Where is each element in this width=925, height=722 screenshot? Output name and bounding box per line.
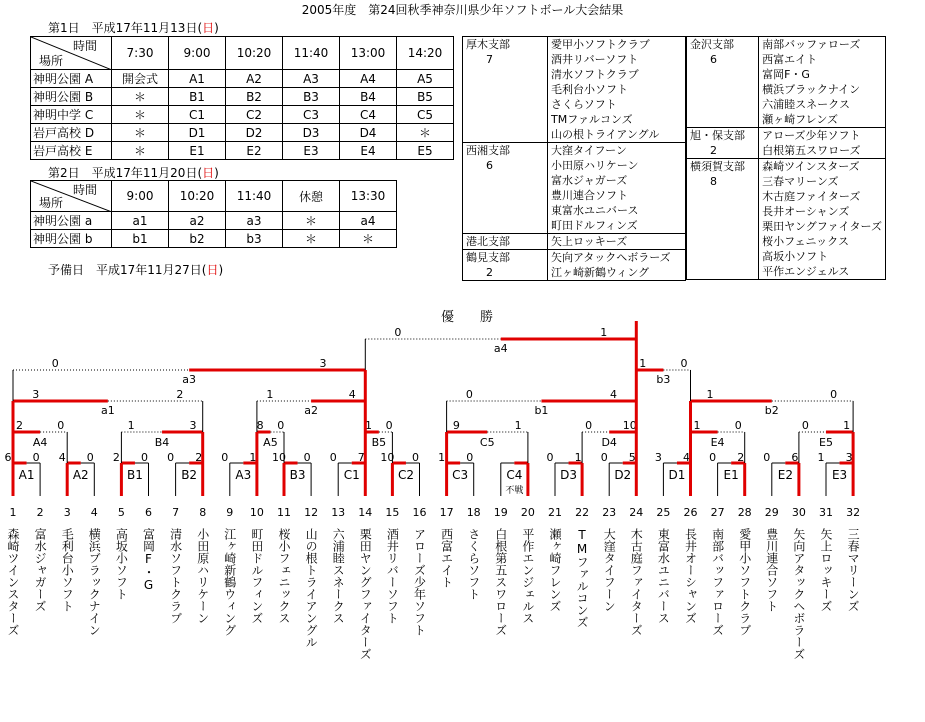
r32-score-left: 0 [221,451,229,464]
team-number: 20 [520,506,535,519]
r32-match-label: E2 [777,468,793,482]
team-number: 27 [710,506,725,519]
day2-date: 第2日 平成17年11月20日( [48,166,203,180]
r16-match-label: B4 [154,436,170,449]
day2-time-3: 休憩 [283,181,340,212]
day2-cell: a2 [169,212,226,230]
day1-cell: B1 [169,88,226,106]
branch-team: 木古庭ファイターズ [762,190,861,203]
day1-cell: E4 [340,142,397,160]
branch-team: 愛甲小ソフトクラブ [551,38,650,51]
team-number: 18 [466,506,481,519]
day1-venue: 神明公園 B [31,88,112,106]
quarters-match-label: a1 [100,404,115,417]
r16-score-left: 8 [256,419,264,432]
team-name: 長井オーシャンズ [683,528,698,624]
branch-team: 毛利台小ソフト [551,83,628,96]
team-name: 町田ドルフィンズ [249,528,264,624]
r16-score-left: 1 [693,419,701,432]
reserve-weekday: 日 [206,263,219,277]
day1-cell: B5 [397,88,454,106]
r16-score-right: 0 [734,419,742,432]
branch-team: 栗田ヤングファイターズ [762,220,882,233]
day1-cell: D1 [169,124,226,142]
branch-team: 南部バッファローズ [762,38,861,51]
team-name: 大窪タイフーン [602,528,617,612]
r16-score-left: 0 [801,419,809,432]
branch-count: 2 [486,266,493,279]
branch-count: 8 [710,175,717,188]
day1-cell: ＊ [112,142,169,160]
page-title: 2005年度 第24回秋季神奈川県少年ソフトボール大会結果 [301,3,624,17]
branch-team: 富水ジャガーズ [551,174,628,187]
walkover-note: 不戦 [505,486,524,496]
r32-match-label: C2 [397,468,414,482]
branch-team: 白根第五スワローズ [762,144,861,157]
team-number: 8 [199,506,207,519]
r32-match-label: D3 [560,468,577,482]
day2-time-1: 10:20 [169,181,226,212]
team-number: 1 [9,506,17,519]
r16-match-label: C5 [479,436,495,449]
branch-team: 森崎ツインスターズ [762,160,860,173]
day2-cell: ＊ [283,212,340,230]
branch-count: 6 [710,53,717,66]
r16-score-left: 2 [16,419,24,432]
r32-match-label: B2 [181,468,198,482]
team-name: 毛利台小ソフト [60,528,75,612]
day2-cell: b2 [169,230,226,248]
team-number: 29 [764,506,779,519]
r32-score-left: 1 [817,451,825,464]
day1-cell: C2 [226,106,283,124]
r32-match-label: C4 [506,468,523,482]
r32-score-right: 2 [737,451,745,464]
day2-cell: a4 [340,212,397,230]
quarters-score-right: 2 [176,388,184,401]
r32-score-left: 0 [167,451,175,464]
team-number: 12 [304,506,319,519]
r32-score-right: 0 [141,451,148,464]
day1-cell: A4 [340,70,397,88]
branch-team: 矢上ロッキーズ [551,235,628,248]
day1-cell: A5 [397,70,454,88]
branch-name: 鶴見支部 [466,251,510,264]
team-name: 桜小フェニックス [277,528,291,624]
team-name: 横浜ブラックナイン [87,528,102,636]
r16-score-right: 0 [277,419,285,432]
branch-team: 高坂小ソフト [762,250,829,263]
day1-weekday: 日 [202,21,215,35]
r32-score-left: 0 [329,451,337,464]
day1-cell: E3 [283,142,340,160]
team-number: 26 [683,506,698,519]
day1-cell: B4 [340,88,397,106]
team-number: 30 [791,506,806,519]
r32-score-left: 0 [600,451,608,464]
team-number: 24 [629,506,644,519]
r32-score-left: 4 [58,451,66,464]
r32-score-right: 3 [845,451,853,464]
day1-venue: 岩戸高校 E [31,142,112,160]
branch-count: 6 [486,159,493,172]
r16-match-label: D4 [601,436,617,449]
day1-venue: 岩戸高校 D [31,124,112,142]
day1-time-3: 11:40 [283,37,340,70]
branch-team: 横浜ブラックナイン [762,83,861,96]
semis-score-right: 3 [319,357,327,370]
day1-cell: ＊ [397,124,454,142]
team-number: 28 [737,506,752,519]
r32-score-right: 0 [86,451,94,464]
r32-match-label: B1 [127,468,143,482]
branch-team: 大窪タイフーン [551,144,627,157]
day2-cell: ＊ [283,230,340,248]
r32-score-left: 0 [546,451,554,464]
r16-score-right: 3 [189,419,197,432]
r32-match-label: A2 [72,468,89,482]
r32-match-label: E1 [723,468,739,482]
branch-team: 酒井リバーソフト [551,53,639,66]
team-number: 2 [36,506,44,519]
team-number: 7 [172,506,180,519]
branch-team: 桜小フェニックス [762,235,849,248]
r16-match-label: E4 [710,436,725,449]
r16-score-left: 0 [585,419,593,432]
day1-time-4: 13:00 [340,37,397,70]
branch-team: 江ヶ崎新鶴ウィング [551,266,650,279]
day1-time-1: 9:00 [169,37,226,70]
day1-header-place: 場所 [39,54,64,68]
branch-team: 豊川連合ソフト [551,189,628,202]
team-name: 山の根トライアングル [304,528,319,648]
day1-cell: C3 [283,106,340,124]
r16-match-label: A4 [32,436,48,449]
r32-score-right: 0 [32,451,40,464]
day1-time-5: 14:20 [397,37,454,70]
branch-team: 町田ドルフィンズ [551,219,638,232]
quarters-score-left: 0 [465,388,473,401]
day2-time-0: 9:00 [112,181,169,212]
day2-header-place: 場所 [39,196,64,210]
r32-score-left: 10 [380,451,395,464]
quarters-score-left: 1 [706,388,714,401]
branch-team: 六浦睦スネークス [762,98,850,111]
r32-score-left: 3 [654,451,662,464]
team-name: 酒井リバーソフト [385,528,400,624]
branch-team: 三春マリーンズ [762,175,839,188]
branch-name: 横須賀支部 [690,160,745,173]
r32-score-right: 4 [683,451,690,464]
day1-cell: A2 [226,70,283,88]
day2-time-4: 13:30 [340,181,397,212]
day1-cell: 開会式 [112,70,169,88]
branch-team: 東富水ユニバース [551,204,639,217]
team-name: 平作エンジェルス [520,528,535,624]
r16-match-label: E5 [819,436,833,449]
day2-paren: ) [214,166,219,180]
r32-score-right: 0 [412,451,419,464]
team-number: 31 [819,506,833,519]
day2-cell: b3 [226,230,283,248]
day1-venue: 神明公園 A [31,70,112,88]
r32-score-right: 2 [195,451,203,464]
branch-name: 港北支部 [466,235,510,248]
team-number: 22 [575,506,590,519]
quarters-score-right: 4 [348,388,356,401]
r32-score-left: 2 [112,451,120,464]
r16-match-label: B5 [371,436,387,449]
quarters-score-left: 1 [266,388,274,401]
team-number: 15 [385,506,400,519]
day1-date: 第1日 平成17年11月13日( [48,21,203,35]
team-name: 瀬ヶ崎フレンズ [548,528,562,612]
r32-score-left: 10 [272,451,286,464]
quarters-match-label: a2 [304,404,318,417]
r32-score-right: 6 [791,451,799,464]
day1-cell: ＊ [112,124,169,142]
team-number: 11 [277,506,291,519]
team-name: 西富エイト [439,528,454,588]
final-match-label: a4 [493,342,508,355]
branch-team: 清水ソフトクラブ [551,68,639,81]
branch-team: 矢向アタックヘボラーズ [551,251,671,264]
quarters-score-right: 4 [610,388,618,401]
team-name: 富岡F・G [141,528,156,592]
day2-weekday: 日 [202,166,215,180]
team-number: 25 [656,506,671,519]
team-name: 白根第五スワローズ [493,528,508,636]
r32-score-left: 0 [709,451,717,464]
team-number: 21 [548,506,562,519]
r16-score-right: 1 [843,419,851,432]
quarters-match-label: b2 [764,404,779,417]
r32-score-right: 7 [357,451,365,464]
r16-match-label: A5 [263,436,278,449]
r16-score-left: 9 [452,419,460,432]
r32-match-label: D1 [668,468,686,482]
team-name: 江ヶ崎新鶴ウィング [222,528,237,636]
day1-time-0: 7:30 [112,37,169,70]
branch-count: 7 [486,53,493,66]
reserve-paren: ) [218,263,224,277]
team-name: 六浦睦スネークス [331,528,346,624]
r32-score-right: 1 [249,451,257,464]
day1-cell: A3 [283,70,340,88]
day1-cell: B3 [283,88,340,106]
team-name: 清水ソフトクラブ [168,528,183,624]
day1-cell: D2 [226,124,283,142]
r32-score-right: 1 [574,451,582,464]
day1-cell: E1 [169,142,226,160]
day1-paren: ) [214,21,219,35]
r32-score-right: 0 [303,451,311,464]
r16-score-right: 0 [57,419,65,432]
day1-cell: ＊ [112,88,169,106]
team-number: 6 [145,506,152,519]
day1-cell: B2 [226,88,283,106]
team-number: 23 [602,506,617,519]
team-number: 10 [249,506,264,519]
day1-cell: ＊ [112,106,169,124]
branch-name: 西湘支部 [466,144,510,157]
final-score-right: 1 [600,326,608,339]
team-number: 16 [412,506,427,519]
r32-match-label: A1 [18,468,35,482]
day1-cell: E5 [397,142,454,160]
team-name: さくらソフト [466,528,481,600]
quarters-match-label: b1 [534,404,549,417]
team-name: 矢向アタックヘボラーズ [791,528,806,660]
team-name: TMファルコンズ [575,528,590,628]
semis-score-left: 1 [639,357,647,370]
r32-match-label: A3 [235,468,252,482]
r32-match-label: C3 [452,468,469,482]
team-number: 3 [63,506,71,519]
branch-team: 瀬ヶ崎フレンズ [762,113,839,126]
team-name: 南部バッファローズ [710,528,725,636]
branch-name: 金沢支部 [690,38,734,51]
day1-cell: A1 [169,70,226,88]
team-number: 19 [493,506,508,519]
team-name: 富水ジャガーズ [33,528,48,612]
semis-match-label: b3 [656,373,671,386]
r32-score-left: 0 [763,451,771,464]
semis-match-label: a3 [182,373,197,386]
day2-venue: 神明公園 b [31,230,112,248]
r32-score-left: 1 [438,451,446,464]
day1-cell: D3 [283,124,340,142]
r16-score-right: 0 [385,419,393,432]
r16-score-left: 1 [127,419,135,432]
day2-cell: a1 [112,212,169,230]
day1-cell: C1 [169,106,226,124]
branch-team: 山の根トライアングル [551,128,660,141]
r32-match-label: C1 [343,468,360,482]
branch-name: 旭・保支部 [690,129,745,142]
branch-team: TMファルコンズ [551,113,633,126]
team-number: 5 [117,506,125,519]
branch-count: 2 [710,144,717,157]
branch-team: 西富エイト [762,53,818,66]
team-number: 4 [90,506,98,519]
team-name: 愛甲小ソフトクラブ [737,528,752,636]
champion-label: 優 勝 [440,310,494,325]
quarters-score-right: 0 [830,388,838,401]
day2-cell: b1 [112,230,169,248]
team-number: 9 [226,506,234,519]
branch-team: さくらソフト [551,98,617,111]
day1-cell: D4 [340,124,397,142]
day2-cell: a3 [226,212,283,230]
team-name: 小田原ハリケーン [195,528,210,624]
r32-score-right: 0 [466,451,474,464]
day2-time-2: 11:40 [226,181,283,212]
day1-cell: C5 [397,106,454,124]
r32-score-left: 6 [4,451,12,464]
branch-team: 平作エンジェルス [762,265,850,278]
day2-header-time: 時間 [72,183,97,197]
branch-team: 富岡F・G [762,68,810,81]
team-number: 32 [846,506,861,519]
r32-score-right: 5 [628,451,636,464]
r32-match-label: B3 [289,468,306,482]
team-name: アローズ少年ソフト [412,528,427,636]
team-name: 豊川連合ソフト [764,528,779,612]
team-name: 矢上ロッキーズ [819,528,833,612]
branch-name: 厚木支部 [466,38,510,51]
team-name: 高坂小ソフト [114,528,129,600]
team-number: 17 [439,506,454,519]
r16-score-right: 1 [514,419,522,432]
team-name: 三春マリーンズ [846,528,861,612]
final-score-left: 0 [394,326,402,339]
day1-venue: 神明中学 C [31,106,112,124]
team-number: 14 [358,506,373,519]
team-name: 東富水ユニバース [656,528,671,624]
r32-match-label: D2 [614,468,632,482]
day1-cell: E2 [226,142,283,160]
team-name: 栗田ヤングファイターズ [358,528,373,660]
day1-cell: C4 [340,106,397,124]
r32-match-label: E3 [831,468,848,482]
semis-score-left: 0 [51,357,59,370]
day1-time-2: 10:20 [226,37,283,70]
semis-score-right: 0 [680,357,688,370]
quarters-score-left: 3 [32,388,40,401]
team-number: 13 [331,506,346,519]
reserve-date: 予備日 平成17年11月27日( [48,263,207,277]
day2-venue: 神明公園 a [31,212,112,230]
branch-team: 長井オーシャンズ [762,205,850,218]
day1-header-time: 時間 [72,39,97,53]
r16-score-right: 10 [622,419,637,432]
team-name: 森崎ツインスターズ [6,528,20,636]
r16-score-left: 1 [365,419,373,432]
team-name: 木古庭ファイターズ [629,528,644,636]
branch-team: 小田原ハリケーン [551,159,639,172]
branch-team: アローズ少年ソフト [762,129,861,142]
day2-cell: ＊ [340,230,397,248]
